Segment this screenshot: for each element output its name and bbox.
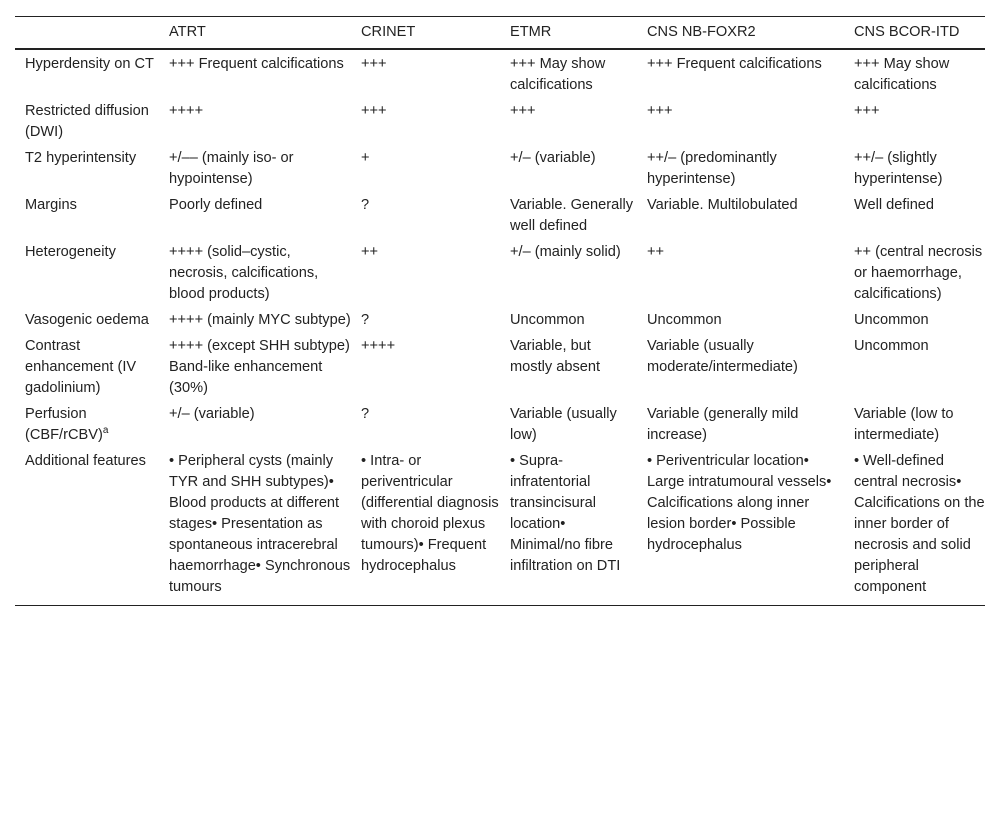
table-cell: +/– (variable) — [169, 406, 255, 422]
table-cell: • Intra- or periventricular (differential diagnosis with choroid plexus tumours)• Frequent hydrocephalus — [361, 453, 499, 574]
table-row — [15, 239, 985, 307]
header-nb-foxr2: CNS NB-FOXR2 — [647, 24, 756, 40]
table-cell: ++ (central necrosis or haemorrhage, calcifications) — [854, 244, 983, 302]
table-cell: • Periventricular location• Large intratumoural vessels• Calcifications along inner lesion border• Possible hydrocephalus — [647, 453, 832, 553]
table-cell: ? — [361, 197, 370, 213]
row-label: Margins — [25, 197, 77, 213]
table-cell: Variable, but mostly absent — [510, 338, 601, 375]
table-cell: +++ — [854, 103, 880, 119]
table-cell: Variable. Multilobulated — [647, 197, 798, 213]
table-row — [15, 333, 985, 401]
table-cell: ++++ (mainly MYC subtype) — [169, 312, 351, 328]
table-cell: ++ — [647, 244, 665, 260]
row-label: Restricted diffusion (DWI) — [25, 103, 149, 140]
header-row — [15, 17, 985, 50]
table-cell: + — [361, 150, 370, 166]
table-row — [15, 448, 985, 606]
table-cell: Variable (usually low) — [510, 406, 617, 443]
table-row — [15, 98, 985, 145]
table-row — [15, 307, 985, 333]
table-row — [15, 401, 985, 448]
row-label — [15, 401, 159, 448]
table-cell: Variable (low to intermediate) — [854, 406, 954, 443]
table-cell: ++++ — [361, 338, 396, 354]
header-etmr: ETMR — [510, 24, 552, 40]
table-cell: Uncommon — [854, 312, 929, 328]
table-cell: Uncommon — [647, 312, 722, 328]
table-cell: ? — [361, 406, 370, 422]
row-label-text: Perfusion (CBF/rCBV) — [25, 406, 103, 443]
table-cell: +++ Frequent calcifications — [647, 56, 822, 72]
table-cell: +++ — [647, 103, 673, 119]
table-cell: Variable (usually moderate/intermediate) — [647, 338, 798, 375]
table-cell: ++/– (slightly hyperintense) — [854, 150, 943, 187]
table-cell: +++ Frequent calcifications — [169, 56, 344, 72]
row-label: Additional features — [25, 453, 146, 469]
table-cell: Well defined — [854, 197, 935, 213]
row-label: Hyperdensity on CT — [25, 56, 154, 72]
table-cell: +++ May show calcifications — [510, 56, 606, 93]
table-cell: +/– (mainly solid) — [510, 244, 621, 260]
row-label: Contrast enhancement (IV gadolinium) — [25, 338, 137, 396]
header-atrt: ATRT — [169, 24, 206, 40]
header-feature — [15, 17, 159, 50]
table-cell: +++ — [361, 103, 387, 119]
row-label: T2 hyperintensity — [25, 150, 137, 166]
table-cell: Variable (generally mild increase) — [647, 406, 799, 443]
table-cell: • Well-defined central necrosis• Calcifications on the inner border of necrosis and solid peripheral component — [854, 453, 985, 595]
table-cell: Uncommon — [854, 338, 929, 354]
table-cell: +/–– (mainly iso- or hypointense) — [169, 150, 294, 187]
table-cell: • Supra-infratentorial transincisural location• Minimal/no fibre infiltration on DTI — [510, 453, 621, 574]
table-cell: +++ — [361, 56, 387, 72]
table-row — [15, 192, 985, 239]
footnote-marker: a — [102, 425, 109, 437]
table-cell: Variable. Generally well defined — [510, 197, 634, 234]
header-bcor-itd: CNS BCOR-ITD — [854, 24, 960, 40]
header-crinet: CRINET — [361, 24, 416, 40]
table-cell: +/– (variable) — [510, 150, 596, 166]
table-cell: ? — [361, 312, 370, 328]
table-cell: • Peripheral cysts (mainly TYR and SHH subtypes)• Blood products at different stages• Presentation as spontaneous intracerebral haemorrhage• Synchronous tumours — [169, 453, 351, 595]
table-cell: ++++ — [169, 103, 204, 119]
table-cell: Poorly defined — [169, 197, 263, 213]
table-cell: +++ — [510, 103, 536, 119]
comparison-table — [15, 16, 985, 606]
table-row — [15, 145, 985, 192]
table-cell: ++ — [361, 244, 379, 260]
table-cell: ++++ (except SHH subtype) Band-like enhancement (30%) — [169, 338, 350, 396]
row-label: Heterogeneity — [25, 244, 116, 260]
table-row — [15, 49, 985, 98]
table-cell: ++++ (solid–cystic, necrosis, calcifications, blood products) — [169, 244, 319, 302]
table-cell: ++/– (predominantly hyperintense) — [647, 150, 777, 187]
table-cell: +++ May show calcifications — [854, 56, 950, 93]
table-cell: Uncommon — [510, 312, 585, 328]
row-label: Vasogenic oedema — [25, 312, 149, 328]
